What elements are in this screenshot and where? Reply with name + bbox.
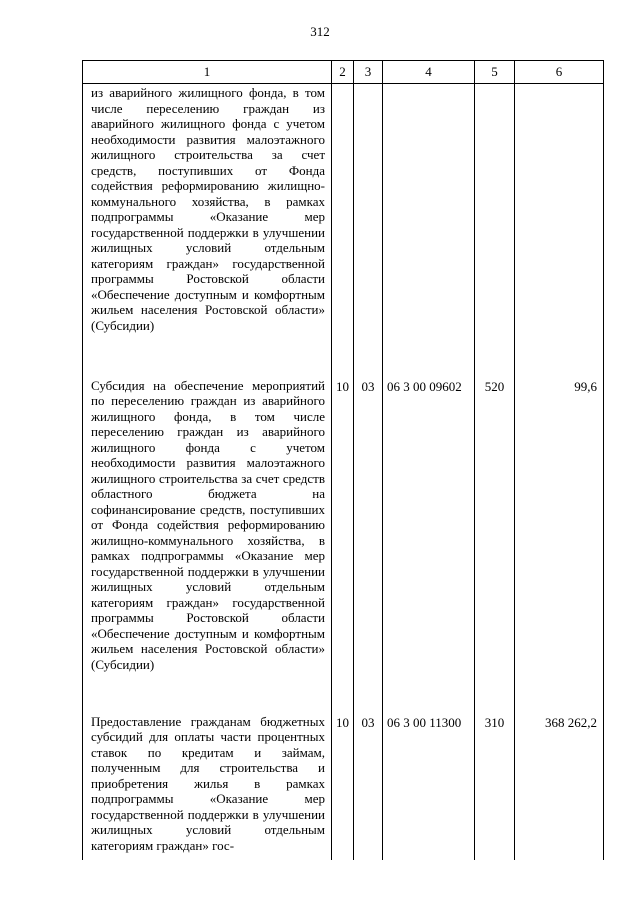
row-expense-type-code: 520 bbox=[475, 374, 515, 710]
table-row bbox=[83, 374, 604, 710]
column-header-4: 4 bbox=[383, 61, 475, 84]
row-subsection-code bbox=[354, 84, 383, 374]
row-description: Субсидия на обеспечение мероприятий по переселению граждан из аварийного жилищного фонда, в том числе переселению граждан из аварийного жилищного фонда с учетом необходимости развития малоэтажного жилищного строительства за счет средств областного бюджета на софинансирование средств, поступивших от Фонда содействия реформированию жилищно-коммунального хозяйства, в рамках подпрограммы «Оказание мер государственной поддержки в улучшении жилищных условий отдельным категориям граждан» государственной программы Ростовской области «Обеспечение доступным и комфортным жильем населения Ростовской области» (Субсидии) bbox=[83, 374, 332, 710]
row-description: Предоставление гражданам бюджетных субсидий для оплаты части процентных ставок по кредитам и займам, полученным для строительства и приобретения жилья в рамках подпрограммы «Оказание мер государственной поддержки в улучшении жилищных условий отдельным категориям граждан» гос- bbox=[83, 710, 332, 860]
row-amount: 99,6 bbox=[515, 374, 604, 710]
row-section-code bbox=[332, 84, 354, 374]
row-section-code: 10 bbox=[332, 710, 354, 860]
page-number: 312 bbox=[310, 24, 330, 39]
column-header-2: 2 bbox=[332, 61, 354, 84]
row-description: из аварийного жилищного фонда, в том числе переселению граждан из аварийного жилищного фонда с учетом необходимости развития малоэтажного жилищного строительства за счет средств, поступивших от Фонда содействия реформированию жилищно-коммунального хозяйства, в рамках подпрограммы «Оказание мер государственной поддержки в улучшении жилищных условий отдельным категориям граждан» государственной программы Ростовской области «Обеспечение доступным и комфортным жильем населения Ростовской области» (Субсидии) bbox=[83, 84, 332, 374]
row-expense-type-code: 310 bbox=[475, 710, 515, 860]
row-expense-type-code bbox=[475, 84, 515, 374]
row-subsection-code: 03 bbox=[354, 710, 383, 860]
table-header-row bbox=[83, 61, 604, 84]
column-header-1: 1 bbox=[83, 61, 332, 84]
row-section-code: 10 bbox=[332, 374, 354, 710]
table-row bbox=[83, 710, 604, 860]
table-row bbox=[83, 84, 604, 374]
column-header-5: 5 bbox=[475, 61, 515, 84]
row-target-article-code: 06 3 00 11300 bbox=[383, 710, 475, 860]
row-target-article-code: 06 3 00 09602 bbox=[383, 374, 475, 710]
row-amount bbox=[515, 84, 604, 374]
row-subsection-code: 03 bbox=[354, 374, 383, 710]
column-header-3: 3 bbox=[354, 61, 383, 84]
row-target-article-code bbox=[383, 84, 475, 374]
row-amount: 368 262,2 bbox=[515, 710, 604, 860]
column-header-6: 6 bbox=[515, 61, 604, 84]
budget-table bbox=[82, 60, 604, 860]
